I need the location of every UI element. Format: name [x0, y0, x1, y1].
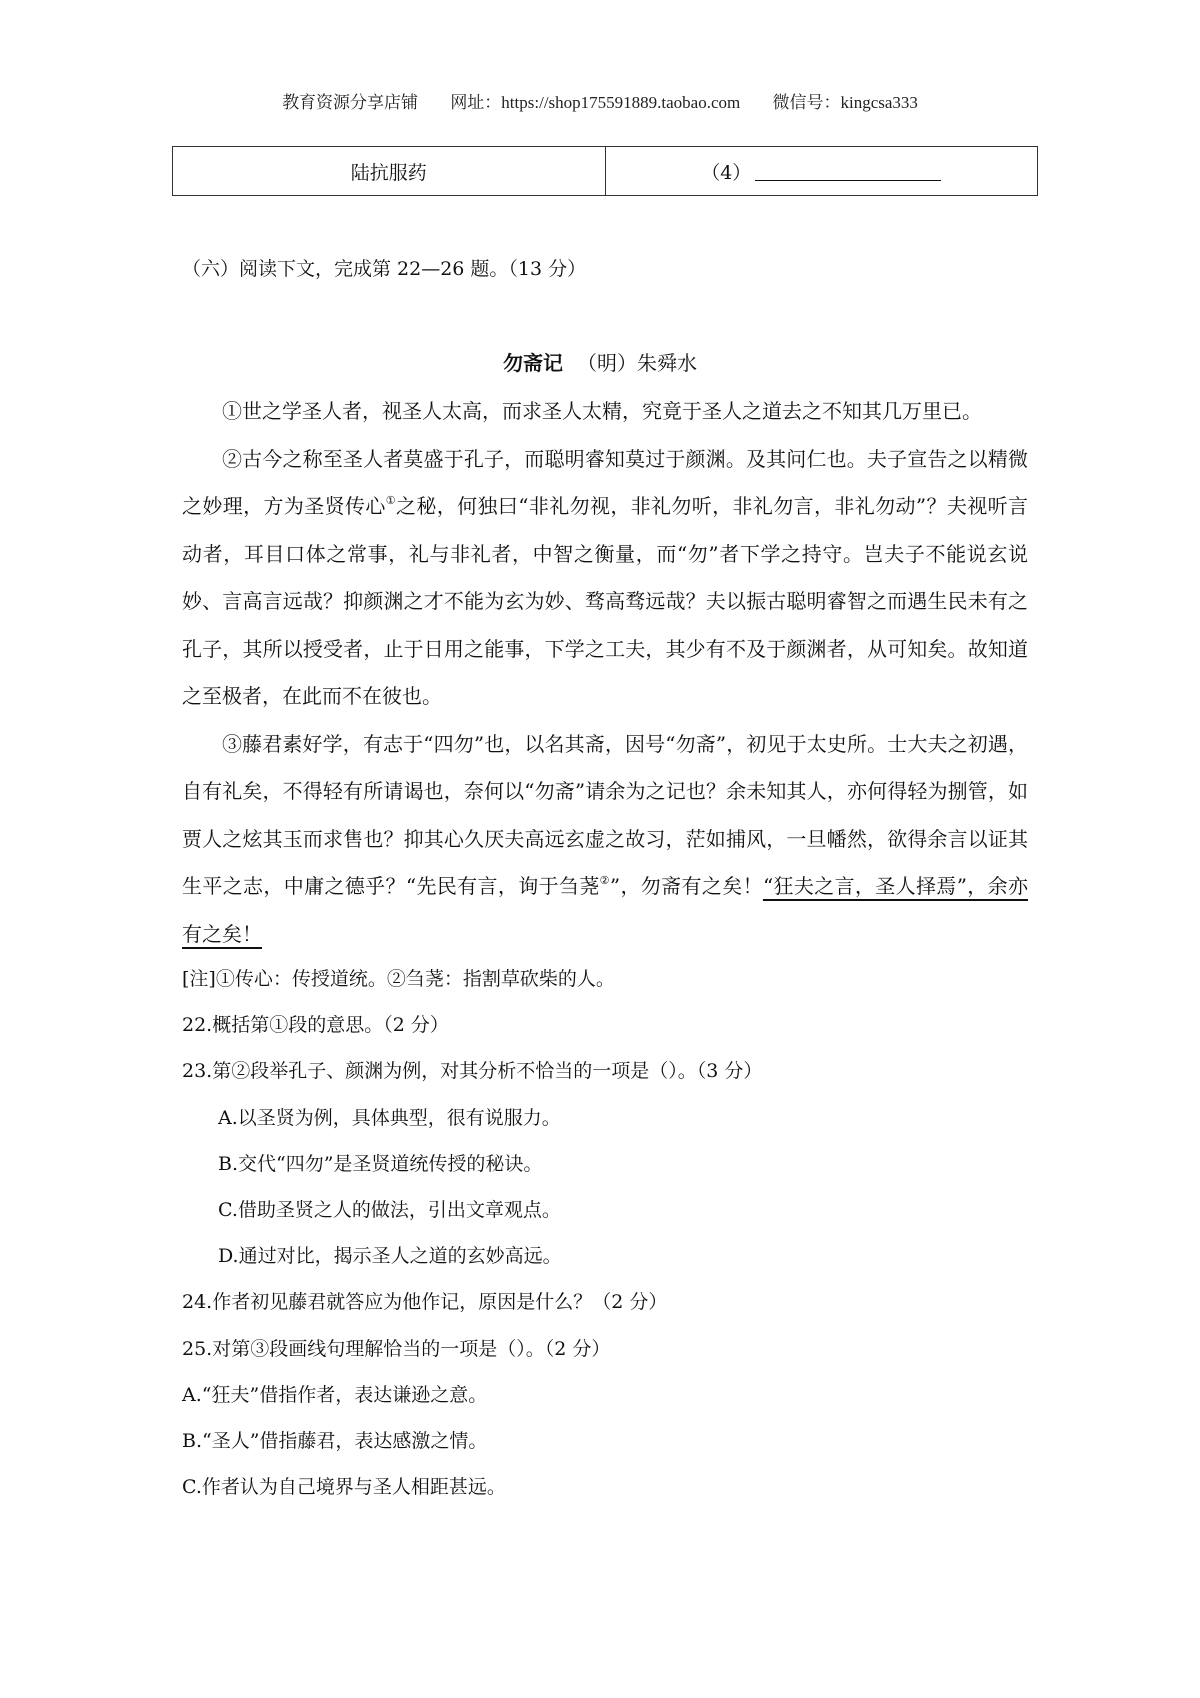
answer-table: [172, 146, 1038, 196]
page-header: [0, 88, 1200, 113]
note-mark-1: ①: [385, 494, 396, 507]
blank-label: （4）: [701, 161, 752, 184]
note-mark-2: ②: [599, 874, 610, 887]
section-intro: （六）阅读下文，完成第 22—26 题。（13 分）: [182, 258, 587, 280]
shop-name: 教育资源分享店铺: [282, 93, 419, 112]
underlined-sentence: “狂夫之言，圣人择焉”，余亦有之矣！: [182, 874, 1028, 946]
q23-option-c: C.借助圣贤之人的做法，引出文章观点。: [218, 1199, 561, 1222]
q23-option-a: A.以圣贤为例，具体典型，很有说服力。: [218, 1106, 561, 1129]
question-22: 22.概括第①段的意思。（2 分）: [182, 1014, 449, 1037]
passage-body: [182, 388, 1028, 958]
q23-option-b: B.交代“四勿”是圣贤道统传授的秘诀。: [218, 1152, 543, 1175]
q25-option-a: A.“狂夫”借指作者，表达谦逊之意。: [182, 1383, 488, 1406]
paragraph-2: ②古今之称至圣人者莫盛于孔子，而聪明睿知莫过于颜渊。及其问仁也。夫子宣告之以精微之妙理，方为圣贤传心①之秘，何独曰“非礼勿视，非礼勿听，非礼勿言，非礼勿动”？夫视听言动者，耳目口体之常事，礼与非礼者，中智之衡量，而“勿”者下学之持守。岂夫子不能说玄说妙、言高言远哉？抑颜渊之才不能为玄为妙、骛高骛远哉？夫以振古聪明睿智之而遇生民未有之孔子，其所以授受者，止于日用之能事，下学之工夫，其少有不及于颜渊者，从可知矣。故知道之至极者，在此而不在彼也。: [182, 446, 1029, 708]
wechat-id: 微信号：kingcsa333: [772, 93, 918, 112]
question-23: 23.第②段举孔子、颜渊为例，对其分析不恰当的一项是（）。（3 分）: [182, 1060, 763, 1083]
paragraph-3: ③藤君素好学，有志于“四勿”也，以名其斋，因号“勿斋”，初见于太史所。士大夫之初遇，自有礼矣，不得轻有所请谒也，奈何以“勿斋”请余为之记也？余未知其人，亦何得轻为捌管，如贾人之炫其玉而求售也？抑其心久厌夫高远玄虚之故习，茫如捕风，一旦幡然，欲得余言以证其生平之志，中庸之德乎？“先民有言，询于刍荛②”，勿斋有之矣！“狂夫之言，圣人择焉”，余亦有之矣！: [182, 731, 1028, 946]
questions: [182, 956, 1028, 1510]
notes: [注]①传心：传授道统。②刍荛：指割草砍柴的人。: [182, 968, 615, 990]
shop-website: 网址：https://shop175591889.taobao.com: [450, 93, 741, 112]
passage-title: [0, 347, 1200, 376]
author-text: （明）朱舜水: [577, 351, 697, 375]
title-text: 勿斋记: [503, 351, 563, 375]
question-24: 24.作者初见藤君就答应为他作记，原因是什么？（2 分）: [182, 1291, 668, 1314]
q23-option-d: D.通过对比，揭示圣人之道的玄妙高远。: [218, 1245, 562, 1268]
table-row: [173, 147, 1038, 196]
answer-blank[interactable]: [755, 162, 941, 181]
table-cell-left: 陆抗服药: [173, 147, 606, 196]
table-cell-right: [605, 147, 1038, 196]
paragraph-1: ①世之学圣人者，视圣人太高，而求圣人太精，究竟于圣人之道去之不知其几万里已。: [222, 399, 982, 423]
q25-option-c: C.作者认为自己境界与圣人相距甚远。: [182, 1476, 506, 1499]
q25-option-b: B.“圣人”借指藤君，表达感激之情。: [182, 1430, 488, 1453]
question-25: 25.对第③段画线句理解恰当的一项是（）。（2 分）: [182, 1337, 611, 1360]
